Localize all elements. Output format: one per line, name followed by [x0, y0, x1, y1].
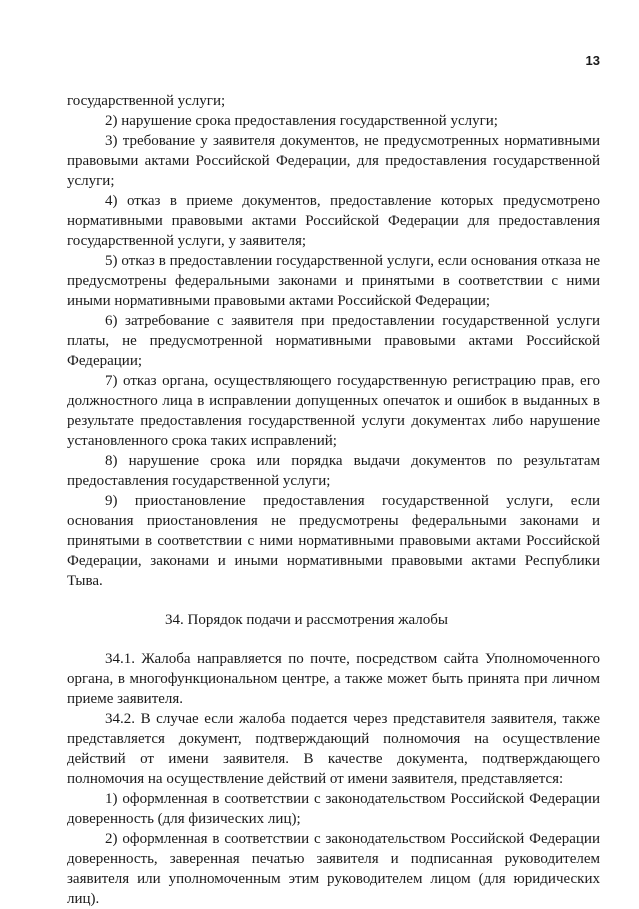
list-item: 8) нарушение срока или порядка выдачи документов по результатам предоставления государственной услуги; [67, 453, 600, 489]
list-item: 3) требование у заявителя документов, не предусмотренных нормативными правовыми актами Российской Федерации, для предоставления государственной услуги; [67, 133, 600, 189]
paragraph: 34.1. Жалоба направляется по почте, посредством сайта Уполномоченного органа, в многофункциональном центре, а также может быть принята при личном приеме заявителя. [67, 651, 600, 707]
list-item: 5) отказ в предоставлении государственной услуги, если основания отказа не предусмотрены федеральными законами и принятыми в соответствии с ними иными нормативными правовыми актами Российской Федерации; [67, 253, 600, 309]
page-number: 13 [585, 53, 600, 68]
list-item: 7) отказ органа, осуществляющего государственную регистрацию прав, его должностного лица в исправлении допущенных опечаток и ошибок в выданных в результате предоставления государственной услуги документах либо нарушение установленного срока таких исправлений; [67, 373, 600, 449]
paragraph: 1) оформленная в соответствии с законодательством Российской Федерации доверенность (для физических лиц); [67, 791, 600, 827]
list-item: 2) нарушение срока предоставления государственной услуги; [105, 113, 498, 129]
list-item: 6) затребование с заявителя при предоставлении государственной услуги платы, не предусмотренной нормативными правовыми актами Российской Федерации; [67, 313, 600, 369]
list-item: 9) приостановление предоставления государственной услуги, если основания приостановления не предусмотрены федеральными законами и принятыми в соответствии с ними нормативными правовыми актами Российской Федерации, законами и иными нормативными правовыми актами Республики Тыва. [67, 493, 600, 589]
section-heading: 34. Порядок подачи и рассмотрения жалобы [165, 612, 449, 628]
list-item: 4) отказ в приеме документов, предоставление которых предусмотрено нормативными правовыми актами Российской Федерации для предоставления государственной услуги, у заявителя; [67, 193, 600, 249]
list-item-fragment: государственной услуги; [67, 93, 226, 109]
paragraph: 34.2. В случае если жалоба подается через представителя заявителя, также представляется документ, подтверждающий полномочия на осуществление действий от имени заявителя. В качестве документа, подтверждающего полномочия на осуществление действий от имени заявителя, представляется: [67, 711, 600, 787]
paragraph: 2) оформленная в соответствии с законодательством Российской Федерации доверенность, заверенная печатью заявителя и подписанная руководителем заявителя или уполномоченным этим руководителем лицом (для юридических лиц). [67, 831, 600, 907]
document-body [67, 91, 600, 909]
